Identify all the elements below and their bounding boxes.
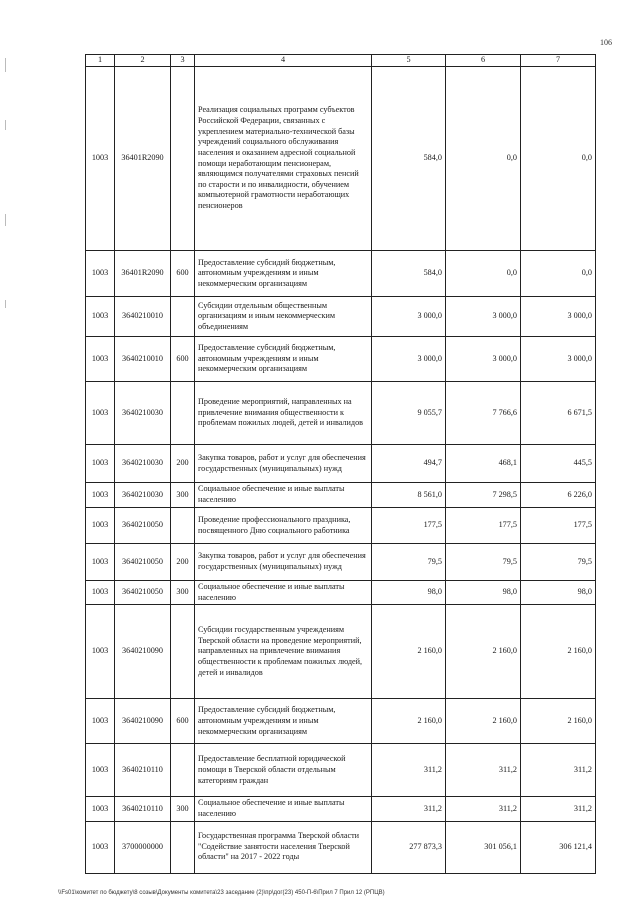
section-code: 1003 bbox=[86, 797, 115, 821]
column-header: 7 bbox=[521, 55, 596, 67]
target-code: 3640210010 bbox=[115, 297, 171, 337]
amount-col5: 79,5 bbox=[372, 544, 446, 581]
expense-type bbox=[171, 605, 195, 699]
item-description: Предоставление субсидий бюджетным, автономным учреждениям и иным некоммерческим организациям bbox=[195, 699, 372, 744]
section-code: 1003 bbox=[86, 382, 115, 445]
amount-col5: 584,0 bbox=[372, 67, 446, 251]
target-code: 3640210050 bbox=[115, 581, 171, 605]
amount-col5: 494,7 bbox=[372, 445, 446, 483]
amount-col6: 0,0 bbox=[446, 67, 521, 251]
page-number: 106 bbox=[600, 38, 612, 47]
amount-col5: 311,2 bbox=[372, 744, 446, 797]
item-description: Социальное обеспечение и иные выплаты населению bbox=[195, 797, 372, 821]
section-code: 1003 bbox=[86, 699, 115, 744]
item-description: Предоставление бесплатной юридической помощи в Тверской области отдельным категориям граждан bbox=[195, 744, 372, 797]
section-code: 1003 bbox=[86, 337, 115, 382]
target-code: 3640210050 bbox=[115, 508, 171, 544]
amount-col5: 277 873,3 bbox=[372, 821, 446, 873]
amount-col7: 3 000,0 bbox=[521, 297, 596, 337]
amount-col7: 6 671,5 bbox=[521, 382, 596, 445]
section-code: 1003 bbox=[86, 67, 115, 251]
table-row bbox=[86, 508, 596, 544]
target-code: 3640210030 bbox=[115, 483, 171, 508]
item-description: Социальное обеспечение и иные выплаты населению bbox=[195, 581, 372, 605]
expense-type: 300 bbox=[171, 483, 195, 508]
amount-col7: 3 000,0 bbox=[521, 337, 596, 382]
amount-col6: 311,2 bbox=[446, 744, 521, 797]
column-header: 5 bbox=[372, 55, 446, 67]
expense-type: 300 bbox=[171, 581, 195, 605]
target-code: 36401R2090 bbox=[115, 251, 171, 297]
amount-col6: 98,0 bbox=[446, 581, 521, 605]
target-code: 3640210030 bbox=[115, 445, 171, 483]
amount-col7: 0,0 bbox=[521, 67, 596, 251]
expense-type: 200 bbox=[171, 544, 195, 581]
amount-col6: 79,5 bbox=[446, 544, 521, 581]
table-row bbox=[86, 337, 596, 382]
column-header: 1 bbox=[86, 55, 115, 67]
section-code: 1003 bbox=[86, 508, 115, 544]
column-header: 3 bbox=[171, 55, 195, 67]
section-code: 1003 bbox=[86, 744, 115, 797]
section-code: 1003 bbox=[86, 251, 115, 297]
margin-mark bbox=[5, 214, 6, 226]
section-code: 1003 bbox=[86, 297, 115, 337]
table-row bbox=[86, 744, 596, 797]
table-row bbox=[86, 797, 596, 821]
section-code: 1003 bbox=[86, 821, 115, 873]
amount-col7: 311,2 bbox=[521, 797, 596, 821]
table-row bbox=[86, 297, 596, 337]
amount-col7: 6 226,0 bbox=[521, 483, 596, 508]
amount-col6: 3 000,0 bbox=[446, 297, 521, 337]
section-code: 1003 bbox=[86, 581, 115, 605]
expense-type: 200 bbox=[171, 445, 195, 483]
amount-col7: 79,5 bbox=[521, 544, 596, 581]
amount-col5: 177,5 bbox=[372, 508, 446, 544]
target-code: 36401R2090 bbox=[115, 67, 171, 251]
section-code: 1003 bbox=[86, 483, 115, 508]
expense-type bbox=[171, 382, 195, 445]
amount-col7: 0,0 bbox=[521, 251, 596, 297]
expense-type bbox=[171, 508, 195, 544]
item-description: Проведение мероприятий, направленных на привлечение внимания общественности к проблемам пожилых людей, детей и инвалидов bbox=[195, 382, 372, 445]
column-header: 2 bbox=[115, 55, 171, 67]
margin-mark bbox=[5, 300, 6, 308]
section-code: 1003 bbox=[86, 544, 115, 581]
expense-type: 600 bbox=[171, 699, 195, 744]
target-code: 3640210110 bbox=[115, 744, 171, 797]
target-code: 3640210110 bbox=[115, 797, 171, 821]
section-code: 1003 bbox=[86, 605, 115, 699]
column-number-row bbox=[86, 55, 596, 67]
amount-col5: 584,0 bbox=[372, 251, 446, 297]
column-header: 4 bbox=[195, 55, 372, 67]
table-row bbox=[86, 699, 596, 744]
item-description: Государственная программа Тверской области "Содействие занятости населения Тверской области" на 2017 - 2022 годы bbox=[195, 821, 372, 873]
amount-col7: 311,2 bbox=[521, 744, 596, 797]
item-description: Проведение профессионального праздника, посвященного Дню социального работника bbox=[195, 508, 372, 544]
amount-col7: 2 160,0 bbox=[521, 699, 596, 744]
expense-type bbox=[171, 297, 195, 337]
table-row bbox=[86, 382, 596, 445]
amount-col5: 3 000,0 bbox=[372, 337, 446, 382]
amount-col7: 306 121,4 bbox=[521, 821, 596, 873]
amount-col6: 7 766,6 bbox=[446, 382, 521, 445]
table-row bbox=[86, 581, 596, 605]
amount-col5: 98,0 bbox=[372, 581, 446, 605]
amount-col6: 2 160,0 bbox=[446, 699, 521, 744]
target-code: 3640210090 bbox=[115, 605, 171, 699]
budget-table bbox=[85, 54, 596, 874]
item-description: Субсидии государственным учреждениям Тверской области на проведение мероприятий, направленных на привлечение внимания общественности к проблемам пожилых людей, детей и инвалидов bbox=[195, 605, 372, 699]
amount-col5: 3 000,0 bbox=[372, 297, 446, 337]
amount-col6: 311,2 bbox=[446, 797, 521, 821]
item-description: Субсидии отдельным общественным организациям и иным некоммерческим объединениям bbox=[195, 297, 372, 337]
column-header: 6 bbox=[446, 55, 521, 67]
item-description: Закупка товаров, работ и услуг для обеспечения государственных (муниципальных) нужд bbox=[195, 544, 372, 581]
table-row bbox=[86, 251, 596, 297]
amount-col5: 8 561,0 bbox=[372, 483, 446, 508]
margin-mark bbox=[5, 58, 6, 72]
expense-type bbox=[171, 67, 195, 251]
amount-col5: 2 160,0 bbox=[372, 605, 446, 699]
target-code: 3700000000 bbox=[115, 821, 171, 873]
expense-type: 600 bbox=[171, 337, 195, 382]
amount-col5: 2 160,0 bbox=[372, 699, 446, 744]
item-description: Предоставление субсидий бюджетным, автономным учреждениям и иным некоммерческим организациям bbox=[195, 251, 372, 297]
amount-col6: 177,5 bbox=[446, 508, 521, 544]
expense-type bbox=[171, 821, 195, 873]
expense-type bbox=[171, 744, 195, 797]
section-code: 1003 bbox=[86, 445, 115, 483]
amount-col7: 2 160,0 bbox=[521, 605, 596, 699]
amount-col6: 7 298,5 bbox=[446, 483, 521, 508]
file-path-footer: \\Fs01\комитет по бюджету\8 созыв\Документы комитета\23 заседание (2)\пр\дог(23) 450-П-6\Прил 7 Прил 12 (РПЦВ) bbox=[58, 890, 385, 896]
amount-col6: 468,1 bbox=[446, 445, 521, 483]
amount-col6: 0,0 bbox=[446, 251, 521, 297]
item-description: Предоставление субсидий бюджетным, автономным учреждениям и иным некоммерческим организациям bbox=[195, 337, 372, 382]
target-code: 3640210050 bbox=[115, 544, 171, 581]
amount-col5: 311,2 bbox=[372, 797, 446, 821]
table-row bbox=[86, 605, 596, 699]
amount-col5: 9 055,7 bbox=[372, 382, 446, 445]
target-code: 3640210030 bbox=[115, 382, 171, 445]
item-description: Закупка товаров, работ и услуг для обеспечения государственных (муниципальных) нужд bbox=[195, 445, 372, 483]
margin-mark bbox=[5, 120, 6, 130]
target-code: 3640210090 bbox=[115, 699, 171, 744]
amount-col6: 3 000,0 bbox=[446, 337, 521, 382]
table-row bbox=[86, 445, 596, 483]
target-code: 3640210010 bbox=[115, 337, 171, 382]
amount-col7: 445,5 bbox=[521, 445, 596, 483]
table-row bbox=[86, 67, 596, 251]
table-row bbox=[86, 544, 596, 581]
item-description: Реализация социальных программ субъектов Российской Федерации, связанных с укреплением материально-технической базы учреждений социального обслуживания населения и оказанием адресной социальной помощи неработающим пенсионерам, являющимся получателями страховых пенсий по старости и по инвалидности, обучением компьютерной грамотности неработающих пенсионеров bbox=[195, 67, 372, 251]
amount-col7: 177,5 bbox=[521, 508, 596, 544]
amount-col6: 301 056,1 bbox=[446, 821, 521, 873]
item-description: Социальное обеспечение и иные выплаты населению bbox=[195, 483, 372, 508]
expense-type: 600 bbox=[171, 251, 195, 297]
amount-col7: 98,0 bbox=[521, 581, 596, 605]
expense-type: 300 bbox=[171, 797, 195, 821]
amount-col6: 2 160,0 bbox=[446, 605, 521, 699]
table-row bbox=[86, 821, 596, 873]
table-row bbox=[86, 483, 596, 508]
